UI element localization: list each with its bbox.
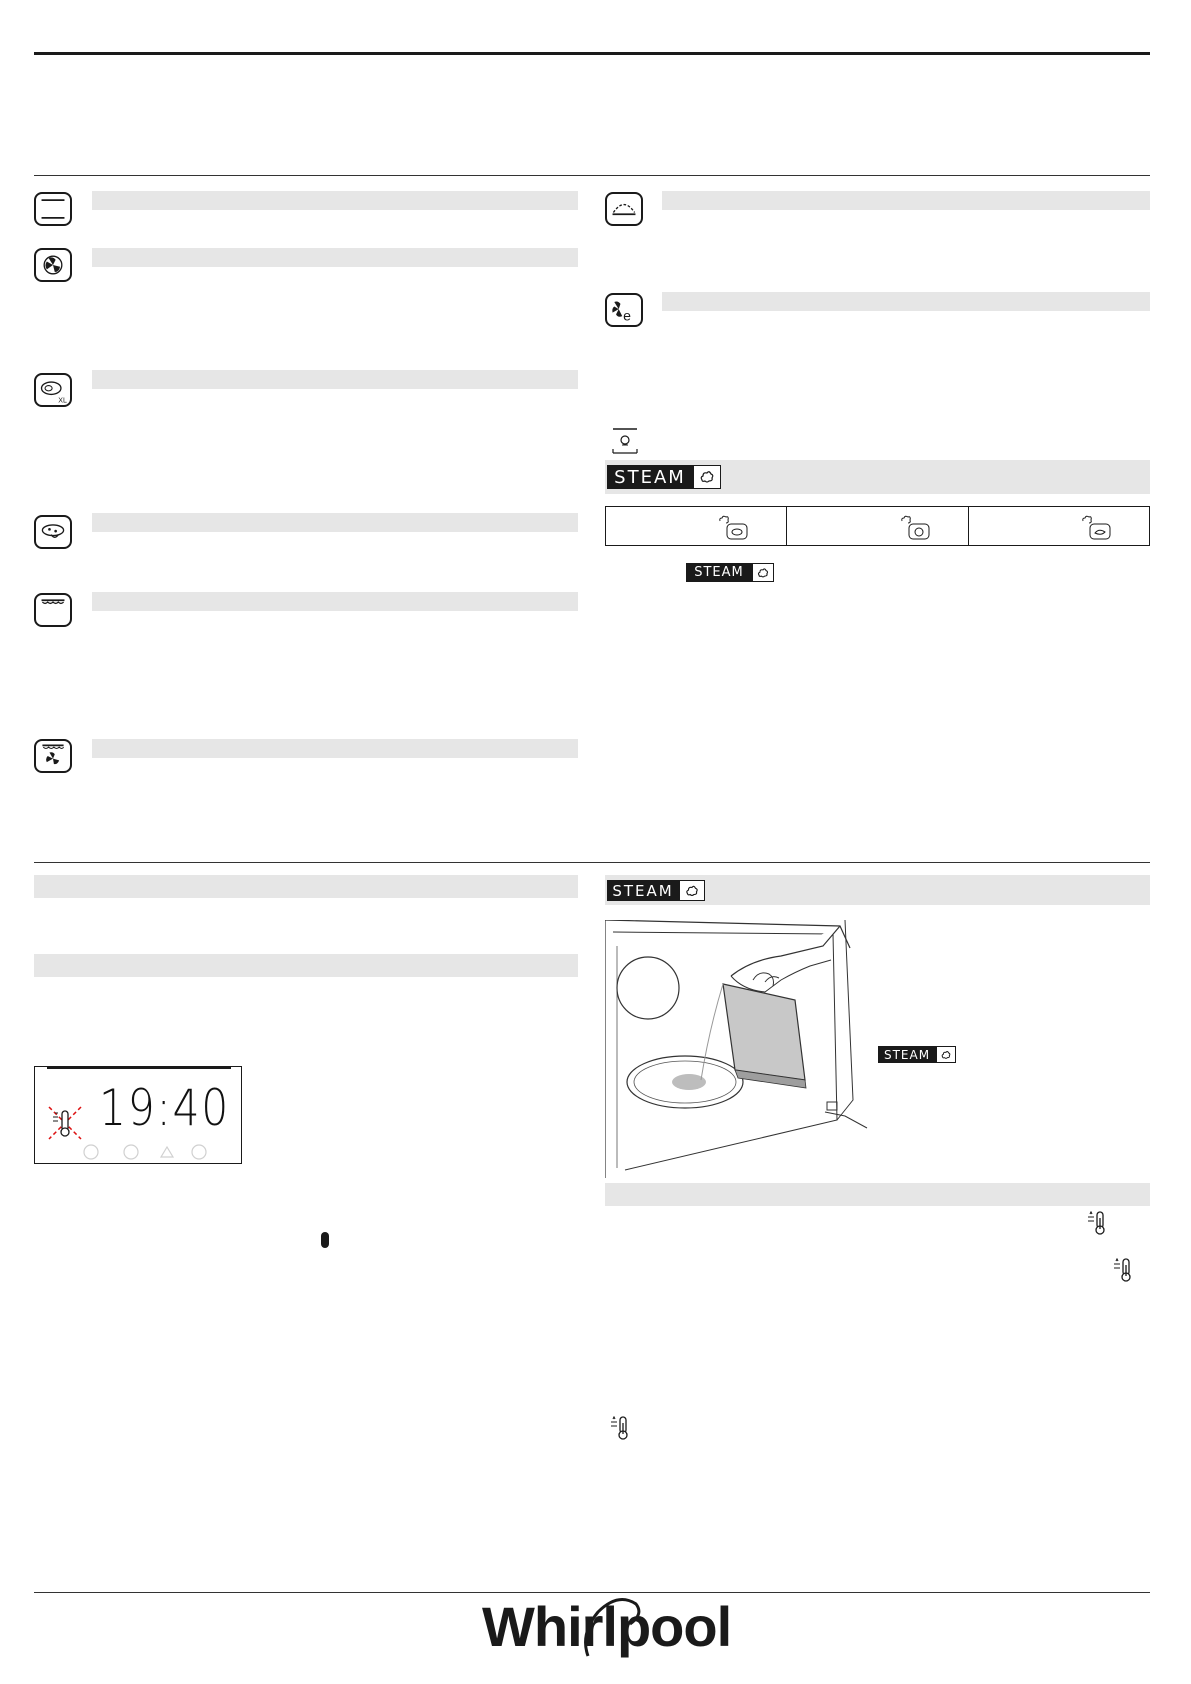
steam-badge-label: STEAM (607, 880, 679, 901)
svg-text:XL: XL (58, 397, 67, 405)
maxi-cooking-xl-icon (34, 373, 72, 407)
logo-swirl (578, 1594, 648, 1664)
function-heading-bar (92, 592, 578, 611)
steam-badge-inline (878, 1046, 956, 1063)
steam-cloud-icon (693, 465, 721, 489)
logo-text: Whirlpool (482, 1595, 732, 1658)
preheat-thermometer-icon (1113, 1258, 1135, 1282)
steam-badge-label: STEAM (607, 465, 693, 489)
steam-cloud-icon (936, 1046, 956, 1063)
steam-program-cell (787, 507, 968, 545)
display-top-line (47, 1067, 231, 1069)
oven-water-pouring-illustration (605, 920, 870, 1178)
section-divider-functions (34, 175, 1150, 176)
pizza-icon (34, 515, 72, 549)
steam-badge (607, 465, 721, 489)
lamp-icon (612, 428, 638, 454)
steam-badge-label: STEAM (686, 563, 752, 582)
oven-display (34, 1066, 242, 1164)
display-time: 19:40 (99, 1079, 230, 1137)
function-heading-bar (662, 191, 1150, 210)
bullet-marker (321, 1232, 329, 1248)
steam-badge-inline (686, 563, 774, 582)
steam-badge (607, 880, 705, 901)
conventional-icon (34, 192, 72, 226)
forced-air-icon (34, 248, 72, 282)
preheat-thermometer-icon (1087, 1211, 1109, 1235)
function-heading-bar (92, 513, 578, 532)
function-heading-bar (92, 739, 578, 758)
preheat-heading-bar (605, 1183, 1150, 1206)
meat-steam-icon (1081, 513, 1111, 541)
section-divider-usage (34, 862, 1150, 863)
turbo-grill-icon (34, 739, 72, 773)
fish-steam-icon (718, 513, 748, 541)
section-heading-bar (34, 875, 578, 898)
eco-forced-air-icon (605, 293, 643, 327)
grill-icon (34, 593, 72, 627)
function-heading-bar (92, 191, 578, 210)
steam-program-cell (606, 507, 787, 545)
function-heading-bar (92, 248, 578, 267)
steam-programs-table (605, 506, 1150, 546)
function-heading-bar (662, 292, 1150, 311)
steam-badge-label: STEAM (878, 1046, 936, 1063)
display-status-icons (81, 1143, 231, 1161)
preheat-thermometer-icon (610, 1416, 632, 1440)
section-heading-bar (34, 954, 578, 977)
eco-grill-icon (605, 192, 643, 226)
whirlpool-logo (482, 1592, 732, 1662)
top-rule (34, 52, 1150, 55)
steam-program-cell (969, 507, 1149, 545)
steam-cloud-icon (752, 563, 774, 582)
vegetables-steam-icon (900, 513, 930, 541)
steam-cloud-icon (679, 880, 705, 901)
preheat-blinking-icon (45, 1103, 85, 1143)
function-heading-bar (92, 370, 578, 389)
svg-text:e: e (623, 307, 631, 324)
